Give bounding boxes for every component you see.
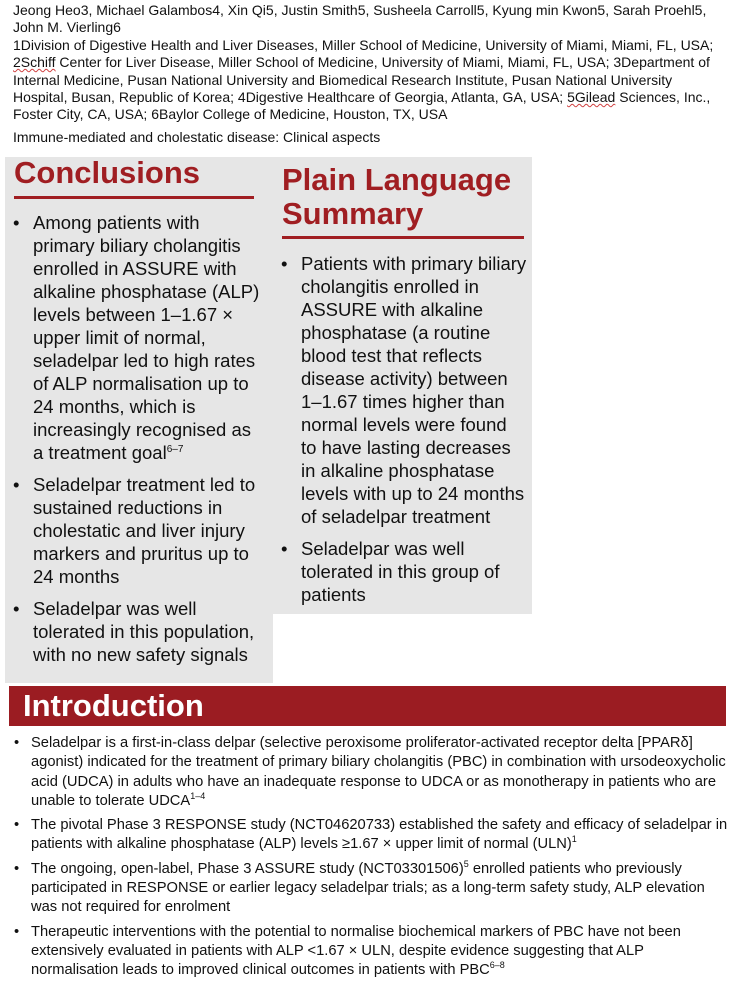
intro-text: Seladelpar is a first-in-class delpar (selective peroxisome proliferator-activated receptor delta [PPARδ] agonist) indicated for the treatment of primary biliary cholangitis (PBC) in combination with ursodeoxycholic acid (UDCA) in adults who have an inadequate response to UDCA or as monotherapy in patients who are unable to tolerate UDCA xyxy=(31,735,726,809)
introduction-banner xyxy=(9,686,726,726)
citation: 6–7 xyxy=(166,443,184,455)
affiliation-text: Center for Liver Disease, Miller School of Medicine, University of Miami, Miami, FL, USA; 3Department of Internal Medicine, Pusan National University and Biomedical Research Institute, Pusan National University Hospital, Busan, Republic of Korea; 4Digestive Healthcare of Georgia, Atlanta, GA, USA; xyxy=(13,54,710,106)
intro-text: Therapeutic interventions with the potential to normalise biochemical markers of PBC have not been extensively evaluated in patients with ALP <1.67 × ULN, despite evidence suggesting that ALP normalisation leads to improved clinical outcomes in patients with PBC xyxy=(31,923,681,979)
affiliation-text: 1Division of Digestive Health and Liver Diseases, Miller School of Medicine, University of Miami, Miami, FL, USA; xyxy=(13,36,714,53)
conclusion-text: Seladelpar treatment led to sustained reductions in cholestatic and liver injury markers and pruritus up to 24 months xyxy=(33,474,256,587)
plain-language-rule xyxy=(282,236,524,239)
list-item xyxy=(13,473,263,588)
list-item xyxy=(12,816,728,855)
conclusions-list xyxy=(13,211,263,675)
affiliation-text: 2Schiff xyxy=(13,54,56,71)
intro-text: The ongoing, open-label, Phase 3 ASSURE study (NCT03301506) xyxy=(31,860,464,877)
citation: 1 xyxy=(571,834,577,845)
list-item xyxy=(12,860,728,918)
list-item xyxy=(13,211,263,464)
list-item xyxy=(12,734,728,811)
affiliation-text: Sciences, Inc., Foster City, CA, USA; 6Baylor College of Medicine, Houston, TX, USA xyxy=(13,89,711,123)
summary-text: Seladelpar was well tolerated in this group of patients xyxy=(301,538,500,605)
introduction-list xyxy=(12,734,728,986)
list-item xyxy=(13,597,263,666)
intro-text: The pivotal Phase 3 RESPONSE study (NCT04620733) established the safety and efficacy of seladelpar in patients with alkaline phosphatase (ALP) levels ≥1.67 × upper limit of normal (ULN) xyxy=(31,817,728,853)
plain-language-title-line1: Plain Language xyxy=(282,162,512,197)
conclusions-title: Conclusions xyxy=(14,155,201,190)
citation: 6–8 xyxy=(489,960,505,971)
list-item xyxy=(12,923,728,981)
plain-language-list xyxy=(281,252,527,615)
summary-text: Patients with primary biliary cholangitis enrolled in ASSURE with alkaline phosphatase (a routine blood test that reflects disease activity) between 1–1.67 times higher than normal levels were found to have lasting decreases in alkaline phosphatase levels with up to 24 months of seladelpar treatment xyxy=(301,253,527,527)
citation: 5 xyxy=(463,858,469,869)
author-affiliations xyxy=(13,2,728,124)
intro-text: enrolled patients who previously participated in RESPONSE or earlier legacy seladelpar trials; as a long-term safety study, ALP elevation was not required for enrolment xyxy=(31,860,705,916)
conclusion-text: Among patients with primary biliary cholangitis enrolled in ASSURE with alkaline phosphatase (ALP) levels between 1–1.67 × upper limit of normal, seladelpar led to high rates of ALP normalisation up to 24 months, which is increasingly recognised as a treatment goal xyxy=(33,212,260,463)
list-item xyxy=(281,537,527,606)
affiliation-text: 5Gilead xyxy=(567,89,616,106)
citation: 1–4 xyxy=(190,791,206,801)
list-item xyxy=(281,252,527,528)
panel-gap xyxy=(273,614,532,683)
author-list: Jeong Heo3, Michael Galambos4, Xin Qi5, Justin Smith5, Susheela Carroll5, Kyung min Kwon5, Sarah Proehl5, John M. Vierling6 xyxy=(13,2,707,36)
introduction-title: Introduction xyxy=(23,688,204,723)
conclusions-rule xyxy=(14,196,254,199)
plain-language-title xyxy=(282,163,511,231)
conclusion-text: Seladelpar was well tolerated in this population, with no new safety signals xyxy=(33,598,255,665)
plain-language-title-line2: Summary xyxy=(282,196,424,231)
session-label: Immune-mediated and cholestatic disease: Clinical aspects xyxy=(13,129,381,145)
